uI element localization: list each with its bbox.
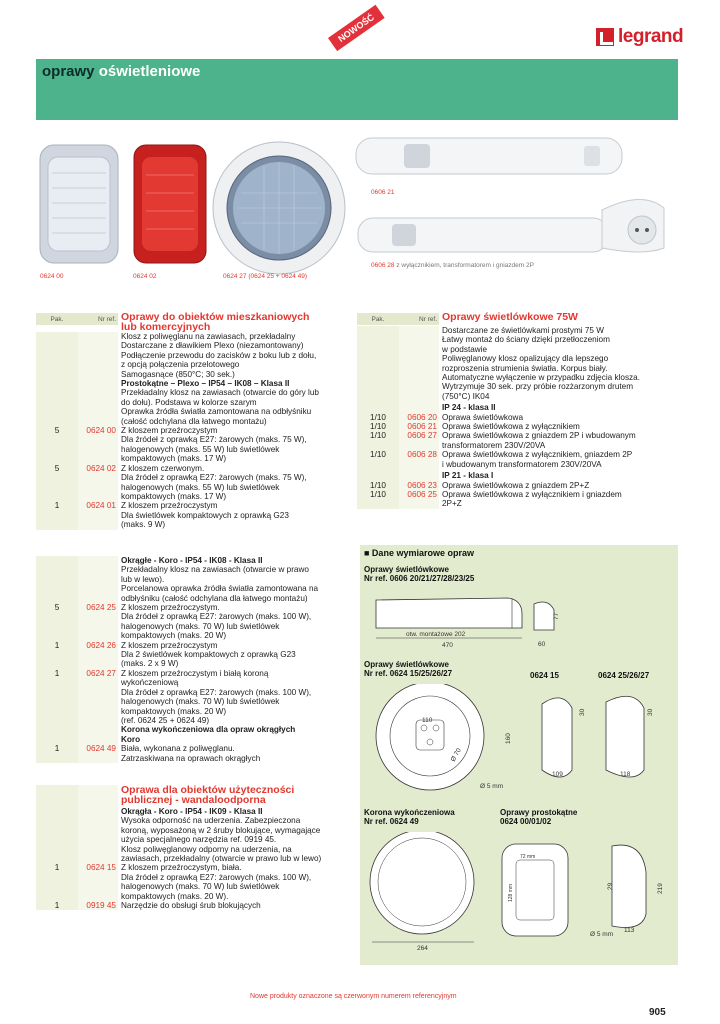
dim-72: 72 mm xyxy=(520,854,536,860)
fluorescent-dimension-drawing xyxy=(362,590,676,650)
table-row: 1/10 0606 25 Oprawa świetlówkowa z wyłącznikiem i gniazdem 2P+Z xyxy=(357,490,678,509)
dim-d5: Ø 5 mm xyxy=(480,783,504,790)
caption-0606-28 xyxy=(371,262,534,269)
page-title xyxy=(42,63,200,80)
photo-0606-21 xyxy=(356,138,622,174)
caption-0624-00: 0624 00 xyxy=(40,273,64,280)
dim-depth: 60 xyxy=(538,641,546,648)
section-residential xyxy=(36,312,352,530)
dims-col-0624-15: 0624 15 xyxy=(530,671,559,680)
table-row: 1/10 0606 21 Oprawa świetlówkowa z wyłącznikiem xyxy=(357,422,678,431)
section-title: Oprawy do obiektów mieszkaniowych lub komercyjnych xyxy=(121,311,310,333)
dims-group1-title: Oprawy świetlówkowe Nr ref. 0606 20/21/27/28/23/25 xyxy=(364,565,475,583)
caption-0624-27 xyxy=(223,273,307,280)
photo-0606-28 xyxy=(358,199,664,252)
table-row: 5 0624 00 Z kloszem przeźroczystym Dla źródeł z oprawką E27: żarowych (maks. 75 W), halogenowych (maks. 55 W) lub świetlówek kompaktowych (maks. 17 W) xyxy=(36,426,352,464)
dim-length: 470 xyxy=(442,642,453,649)
new-badge: NOWOŚĆ xyxy=(328,5,384,51)
description: Dostarczane ze świetlówkami prostymi 75 W Łatwy montaż do ściany dzięki przetłoczeniom w podstawie Poliwęglanowy klosz opalizujący dla lepszego rozproszenia strumienia światła. Korpus biały. Automatyczne wyłączenie w przypadku zdjęcia klosza. Wytrzymuje 30 sek. przy próbie rozżarzonym drutem (750°C) IK04 IP 24 - klasa II xyxy=(439,326,678,413)
table-row: 1/10 0606 28 Oprawa świetlówkowa z wyłącznikiem, gniazdem 2P i wbudowanym transformatorem 230V/20VA xyxy=(357,450,678,469)
footer-note: Nowe produkty oznaczone są czerwonym numerem referencyjnym xyxy=(250,993,457,1000)
description: Klosz z poliwęglanu na zawiasach, przekładalny Dostarczane z dławikiem Plexo (niezamontowany) Podłączenie przewodu do zacisków z boku lub z dołu, z opcją połączenia przelotowego Samogasnące (850°C; 30 sek.) Prostokątne – Plexo – IP54 – IK08 – Klasa II Przekładalny klosz na zawiasach (otwarcie do góry lub do dołu). Podstawa w kolorze szarym Oprawka źródła światła zamontowana na odbłyśniku (całość odchylana dla łatwego montażu) xyxy=(118,332,352,426)
dim-rect-d5: Ø 5 mm xyxy=(590,931,614,938)
subsection-title: IP 24 - klasa II xyxy=(442,403,496,413)
page-number: 905 xyxy=(649,1007,666,1018)
dim-113: 113 xyxy=(624,927,635,934)
caption-detail: z wyłącznikiem, transformatorem i gniazdem 2P xyxy=(396,262,534,269)
table-row: 1 0624 26 Z kloszem przeźroczystym Dla 2 świetlówek kompaktowych z oprawką G23 (maks. 2 x 9 W) xyxy=(36,641,352,669)
crown-and-rect-dimension-drawing xyxy=(362,832,676,956)
dim-29: 29 xyxy=(607,882,614,890)
dimensions-heading: ■ Dane wymiarowe opraw xyxy=(364,548,474,558)
dim-118: 118 xyxy=(620,771,631,778)
dim-264: 264 xyxy=(417,945,428,952)
caption-ref: 0606 28 xyxy=(371,262,395,269)
table-row: 5 0624 25 Z kloszem przeźroczystym. Dla źródeł z oprawką E27: żarowych (maks. 100 W), halogenowych (maks. 70 W) lub świetlówek kompaktowych (maks. 20 W) xyxy=(36,603,352,641)
photo-0624-02 xyxy=(134,145,206,263)
caption-detail: (0624 25 + 0624 49) xyxy=(248,273,308,280)
subsection-title: Korona wykończeniowa dla opraw okrągłych Koro xyxy=(121,725,296,744)
product-photos xyxy=(36,133,346,278)
section-fluorescent-75w xyxy=(357,312,678,509)
table-row: 1 0624 27 Z kloszem przeźroczystym i białą koroną wykończeniową Dla źródeł z oprawką E27: żarowych (maks. 100 W), halogenowych (maks. 70 W) lub świetlówek kompaktowych (maks. 20 W) (ref. 0624 25 + 0624 49) xyxy=(36,669,352,725)
title-part1: oprawy xyxy=(42,63,95,80)
caption-0606-21: 0606 21 xyxy=(371,189,395,196)
col-pak: Pak. xyxy=(371,315,385,323)
title-part2: oświetleniowe xyxy=(98,63,201,80)
section-title: Oprawy świetlówkowe 75W xyxy=(442,311,578,323)
table-row: 1/10 0606 23 Oprawa świetlówkowa z gniazdem 2P+Z xyxy=(357,481,678,490)
col-nrref: Nr ref. xyxy=(418,315,437,323)
section-round-koro: Okrągłe - Koro - IP54 - IK08 - Klasa II Przekładalny klosz na zawiasach (otwarcie w prawo lub w lewo). Porcelanowa oprawka źródła światła zamontowana na odbłyśniku (całość odchylana dla łatwego montażu) 5 0624 25 Z kloszem przeźroczystym. Dla źródeł z oprawką E27: żarowych (maks. 100 W), halogenowych (maks. 70 W) lub świetlówek kompaktowych (maks. 20 W) 1 0624 26 Z kloszem przeźroczystym Dla 2 świetlówek kompaktowych z oprawką G23 (maks. 2 x 9 W) 1 0624 27 Z kloszem przeźroczystym i białą koroną wykończeniową Dla źródeł z oprawką E27: żarowych (maks. 100 W), halogenowych (maks. 70 W) lub świetlówek kompaktowych (maks. 20 W) (ref. 0624 25 + 0624 49) Korona wykończeniowa dla opraw okrągłych Koro 1 0624 49 Biała, wykonana z poliwęglanu. Zatrzaskiwana na oprawach okrągłych xyxy=(36,556,352,763)
dim-128: 128 mm xyxy=(508,883,514,902)
dims-col-0624-25: 0624 25/26/27 xyxy=(598,671,650,680)
legrand-logo xyxy=(596,26,683,48)
caption-0624-02: 0624 02 xyxy=(133,273,157,280)
caption-ref: 0624 27 xyxy=(223,273,247,280)
dim-mount: otw. montażowe 202 xyxy=(406,631,466,638)
dim-height: 77 xyxy=(553,612,560,620)
brand-name: legrand xyxy=(618,26,684,47)
dims-group4-title: Oprawy prostokątne 0624 00/01/02 xyxy=(500,808,578,826)
table-row: 1 0624 15 Z kloszem przeźroczystym, biała. Dla źródeł z oprawką E27: żarowych (maks. 100 W), halogenowych (maks. 70 W) lub świetlówek kompaktowych (maks. 20 W). xyxy=(36,863,352,901)
page-header-banner xyxy=(36,59,678,120)
subsection-title: IP 21 - klasa I xyxy=(442,471,494,481)
dim-110: 110 xyxy=(422,717,433,724)
table-row: 1 0624 49 Biała, wykonana z poliwęglanu. Zatrzaskiwana na oprawach okrągłych xyxy=(36,744,352,763)
legrand-logo-icon xyxy=(596,28,614,46)
subsection-title: Okrągła - Koro - IP54 - IK09 - Klasa II xyxy=(121,807,263,816)
photo-0624-27 xyxy=(213,142,345,274)
table-row: 1 0624 01 Z kloszem przeźroczystym Dla świetlówek kompaktowych z oprawką G23 (maks. 9 W) xyxy=(36,501,352,529)
section-vandal-proof: Oprawa dla obiektów użyteczności publicznej - wandaloodporna Okrągła - Koro - IP54 - IK09 - Klasa II Wysoka odporność na uderzenia. Zabezpieczona koroną, wyposażoną w 2 śruby blokujące, wymagające użycia specjalnego narzędzia ref. 0919 45. Klosz poliwęglanowy odporny na uderzenia, na zawiasach, przekładalny (otwarcie w prawo lub w lewo) 1 0624 15 Z kloszem przeźroczystym, biała. Dla źródeł z oprawką E27: żarowych (maks. 100 W), halogenowych (maks. 70 W) lub świetlówek kompaktowych (maks. 20 W). 1 0919 45 Narzędzie do obsługi śrub blokujących xyxy=(36,785,352,910)
table-row: 5 0624 02 Z kloszem czerwonym. Dla źródeł z oprawką E27: żarowych (maks. 75 W), halogenowych (maks. 55 W) lub świetlówek kompaktowych (maks. 17 W) xyxy=(36,464,352,502)
photo-0624-00 xyxy=(40,145,118,263)
fluorescent-photos xyxy=(352,130,680,260)
dims-group3-title: Korona wykończeniowa Nr ref. 0624 49 xyxy=(364,808,455,826)
round-dimension-drawing xyxy=(362,684,676,799)
table-row: 1/10 0606 20 Oprawa świetlówkowa xyxy=(357,413,678,422)
table-row: 1 0919 45 Narzędzie do obsługi śrub blokujących xyxy=(36,901,352,910)
dim-219: 219 xyxy=(657,883,664,894)
dims-group2-title: Oprawy świetlówkowe Nr ref. 0624 15/25/26/27 xyxy=(364,660,453,678)
section-title: Oprawa dla obiektów użyteczności publicznej - wandaloodporna xyxy=(121,784,295,806)
dim-d70: Ø 70 xyxy=(449,747,463,763)
col-pak: Pak. xyxy=(50,315,64,323)
dim-160: 160 xyxy=(505,733,512,744)
col-nrref: Nr ref. xyxy=(97,315,116,323)
subsection-title: Prostokątne – Plexo – IP54 – IK08 – Klasa II xyxy=(121,379,290,389)
dim-109: 109 xyxy=(552,771,563,778)
subsection-title: Okrągłe - Koro - IP54 - IK08 - Klasa II xyxy=(121,556,263,565)
dim-30a: 30 xyxy=(579,708,586,716)
dim-30b: 30 xyxy=(647,708,654,716)
table-row: 1/10 0606 27 Oprawa świetlówkowa z gniazdem 2P i wbudowanym transformatorem 230V/20VA xyxy=(357,431,678,450)
